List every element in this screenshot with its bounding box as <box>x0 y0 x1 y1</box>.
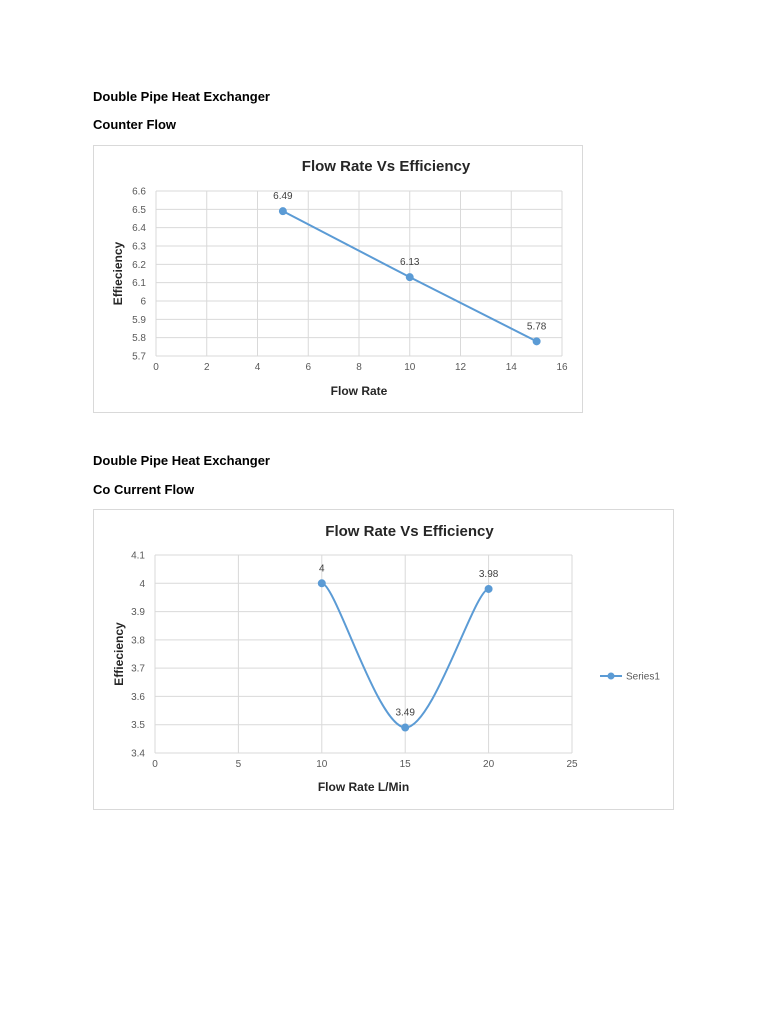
x-tick-label: 4 <box>254 362 261 373</box>
y-tick-label: 6.2 <box>132 259 146 271</box>
x-tick-label: 2 <box>203 362 210 373</box>
x-tick-label: 5 <box>235 759 242 770</box>
data-label: 4 <box>319 563 325 575</box>
y-tick-label: 3.5 <box>131 720 145 732</box>
legend-marker <box>608 673 615 680</box>
x-tick-label: 0 <box>153 362 159 373</box>
y-tick-label: 6.1 <box>132 278 146 290</box>
data-point <box>318 580 325 587</box>
x-axis-label: Flow Rate <box>330 384 388 398</box>
x-tick-label: 12 <box>454 362 467 373</box>
chart2-svg <box>94 510 675 811</box>
chart1-svg <box>94 146 584 414</box>
x-tick-label: 0 <box>152 759 158 770</box>
y-tick-label: 3.8 <box>131 635 145 647</box>
chart-title: Flow Rate Vs Efficiency <box>301 158 471 175</box>
data-point <box>533 338 540 345</box>
y-tick-label: 4 <box>139 578 145 590</box>
data-point <box>485 585 492 592</box>
data-point <box>279 208 286 215</box>
y-tick-label: 6.3 <box>132 241 146 253</box>
x-axis-label: Flow Rate L/Min <box>317 780 410 794</box>
y-tick-label: 6.6 <box>132 186 146 198</box>
data-point <box>406 274 413 281</box>
chart-title: Flow Rate Vs Efficiency <box>325 523 494 540</box>
section2-subheading: Co Current Flow <box>93 482 195 497</box>
y-axis-label: Effieciency <box>112 622 126 686</box>
section2-heading: Double Pipe Heat Exchanger <box>93 453 270 468</box>
y-tick-label: 4.1 <box>131 550 145 562</box>
section1-heading: Double Pipe Heat Exchanger <box>93 89 270 104</box>
x-tick-label: 15 <box>399 759 411 770</box>
x-tick-label: 6 <box>305 362 312 373</box>
x-tick-label: 10 <box>404 362 416 373</box>
y-tick-label: 6 <box>140 296 146 308</box>
data-point <box>402 724 409 731</box>
y-tick-label: 3.6 <box>131 691 145 703</box>
y-tick-label: 3.9 <box>131 607 145 619</box>
chart1-frame <box>93 145 583 413</box>
x-tick-label: 25 <box>566 759 578 770</box>
y-tick-label: 5.8 <box>132 333 146 345</box>
x-tick-label: 20 <box>483 759 495 770</box>
x-tick-label: 16 <box>556 362 568 373</box>
x-tick-label: 14 <box>505 362 517 373</box>
legend-label: Series1 <box>626 671 660 683</box>
y-axis-label: Effieciency <box>111 241 125 306</box>
y-tick-label: 6.5 <box>132 204 146 216</box>
chart2-frame <box>93 509 674 810</box>
y-tick-label: 5.7 <box>132 351 146 363</box>
data-label: 3.49 <box>395 707 415 719</box>
data-label: 3.98 <box>478 568 499 580</box>
y-tick-label: 3.4 <box>131 748 145 760</box>
data-label: 6.49 <box>273 191 293 203</box>
x-tick-label: 10 <box>316 759 328 770</box>
x-tick-label: 8 <box>356 362 362 373</box>
data-label: 5.78 <box>526 321 547 333</box>
y-tick-label: 5.9 <box>132 314 146 326</box>
data-label: 6.13 <box>400 257 420 269</box>
y-tick-label: 3.7 <box>131 663 145 675</box>
section1-subheading: Counter Flow <box>93 117 177 132</box>
y-tick-label: 6.4 <box>132 223 146 235</box>
